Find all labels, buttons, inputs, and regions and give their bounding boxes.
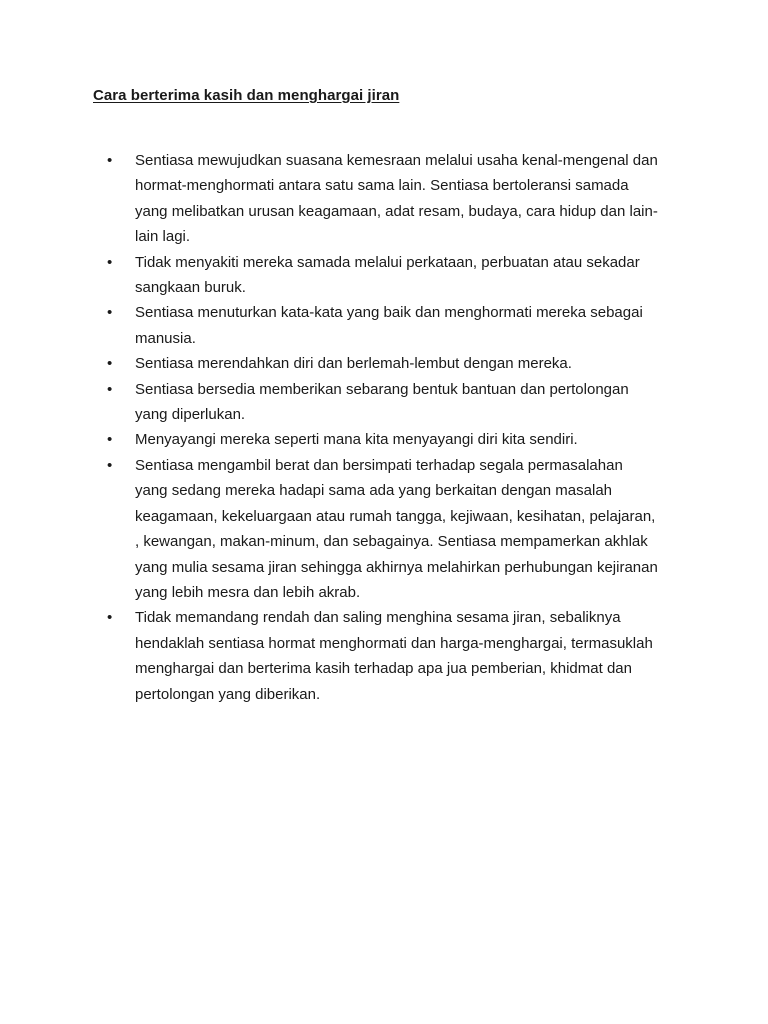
bullet-icon: • bbox=[107, 152, 113, 169]
list-item-text: Sentiasa mengambil berat dan bersimpati terhadap segala permasalahan yang sedang mereka hadapi sama ada yang berkaitan dengan masalah keagamaan, kekeluargaan atau rumah tangga, kejiwaan, kesihatan, pelajaran, , kewangan, makan-minum, dan sebagainya. Sentiasa mempamerkan akhlak yang mulia sesama jiran sehingga akhirnya melahirkan perhubungan kejiranan yang lebih mesra dan lebih akrab. bbox=[135, 456, 658, 601]
bullet-icon: • bbox=[107, 609, 113, 627]
list-item bbox=[107, 148, 707, 250]
bullet-icon: • bbox=[107, 431, 113, 449]
bullet-icon: • bbox=[107, 355, 113, 373]
list-item-text: Tidak menyakiti mereka samada melalui perkataan, perbuatan atau sekadar sangkaan buruk. bbox=[135, 253, 640, 297]
list-item bbox=[107, 351, 707, 376]
bullet-icon: • bbox=[107, 456, 113, 474]
bullet-icon: • bbox=[107, 380, 113, 398]
list-item bbox=[107, 300, 707, 351]
list-item bbox=[107, 377, 707, 428]
document-title: Cara berterima kasih dan menghargai jiran bbox=[93, 87, 400, 104]
list-item bbox=[107, 605, 707, 707]
list-item-text: Menyayangi mereka seperti mana kita menyayangi diri kita sendiri. bbox=[135, 431, 578, 449]
list-item-text: Sentiasa bersedia memberikan sebarang bentuk bantuan dan pertolongan yang diperlukan. bbox=[135, 380, 629, 424]
list-item bbox=[107, 427, 707, 452]
list-item bbox=[107, 250, 707, 301]
bullet-icon: • bbox=[107, 304, 113, 322]
list-item-text: Sentiasa menuturkan kata-kata yang baik dan menghormati mereka sebagai manusia. bbox=[135, 304, 643, 347]
list-item-text: Tidak memandang rendah dan saling menghina sesama jiran, sebaliknya hendaklah sentiasa hormat menghormati dan harga-menghargai, termasuklah menghargai dan berterima kasih terhadap apa jua pemberian, khidmat dan pertolongan yang diberikan. bbox=[135, 609, 653, 703]
list-item bbox=[107, 453, 707, 605]
bullet-icon: • bbox=[107, 253, 113, 271]
list-item-text: Sentiasa merendahkan diri dan berlemah-lembut dengan mereka. bbox=[135, 355, 572, 373]
bullet-list bbox=[107, 148, 707, 707]
list-item-text: Sentiasa mewujudkan suasana kemesraan melalui usaha kenal-mengenal dan hormat-menghormati antara satu sama lain. Sentiasa bertoleransi samada yang melibatkan urusan keagamaan, adat resam, budaya, cara hidup dan lain- lain lagi. bbox=[135, 152, 658, 246]
